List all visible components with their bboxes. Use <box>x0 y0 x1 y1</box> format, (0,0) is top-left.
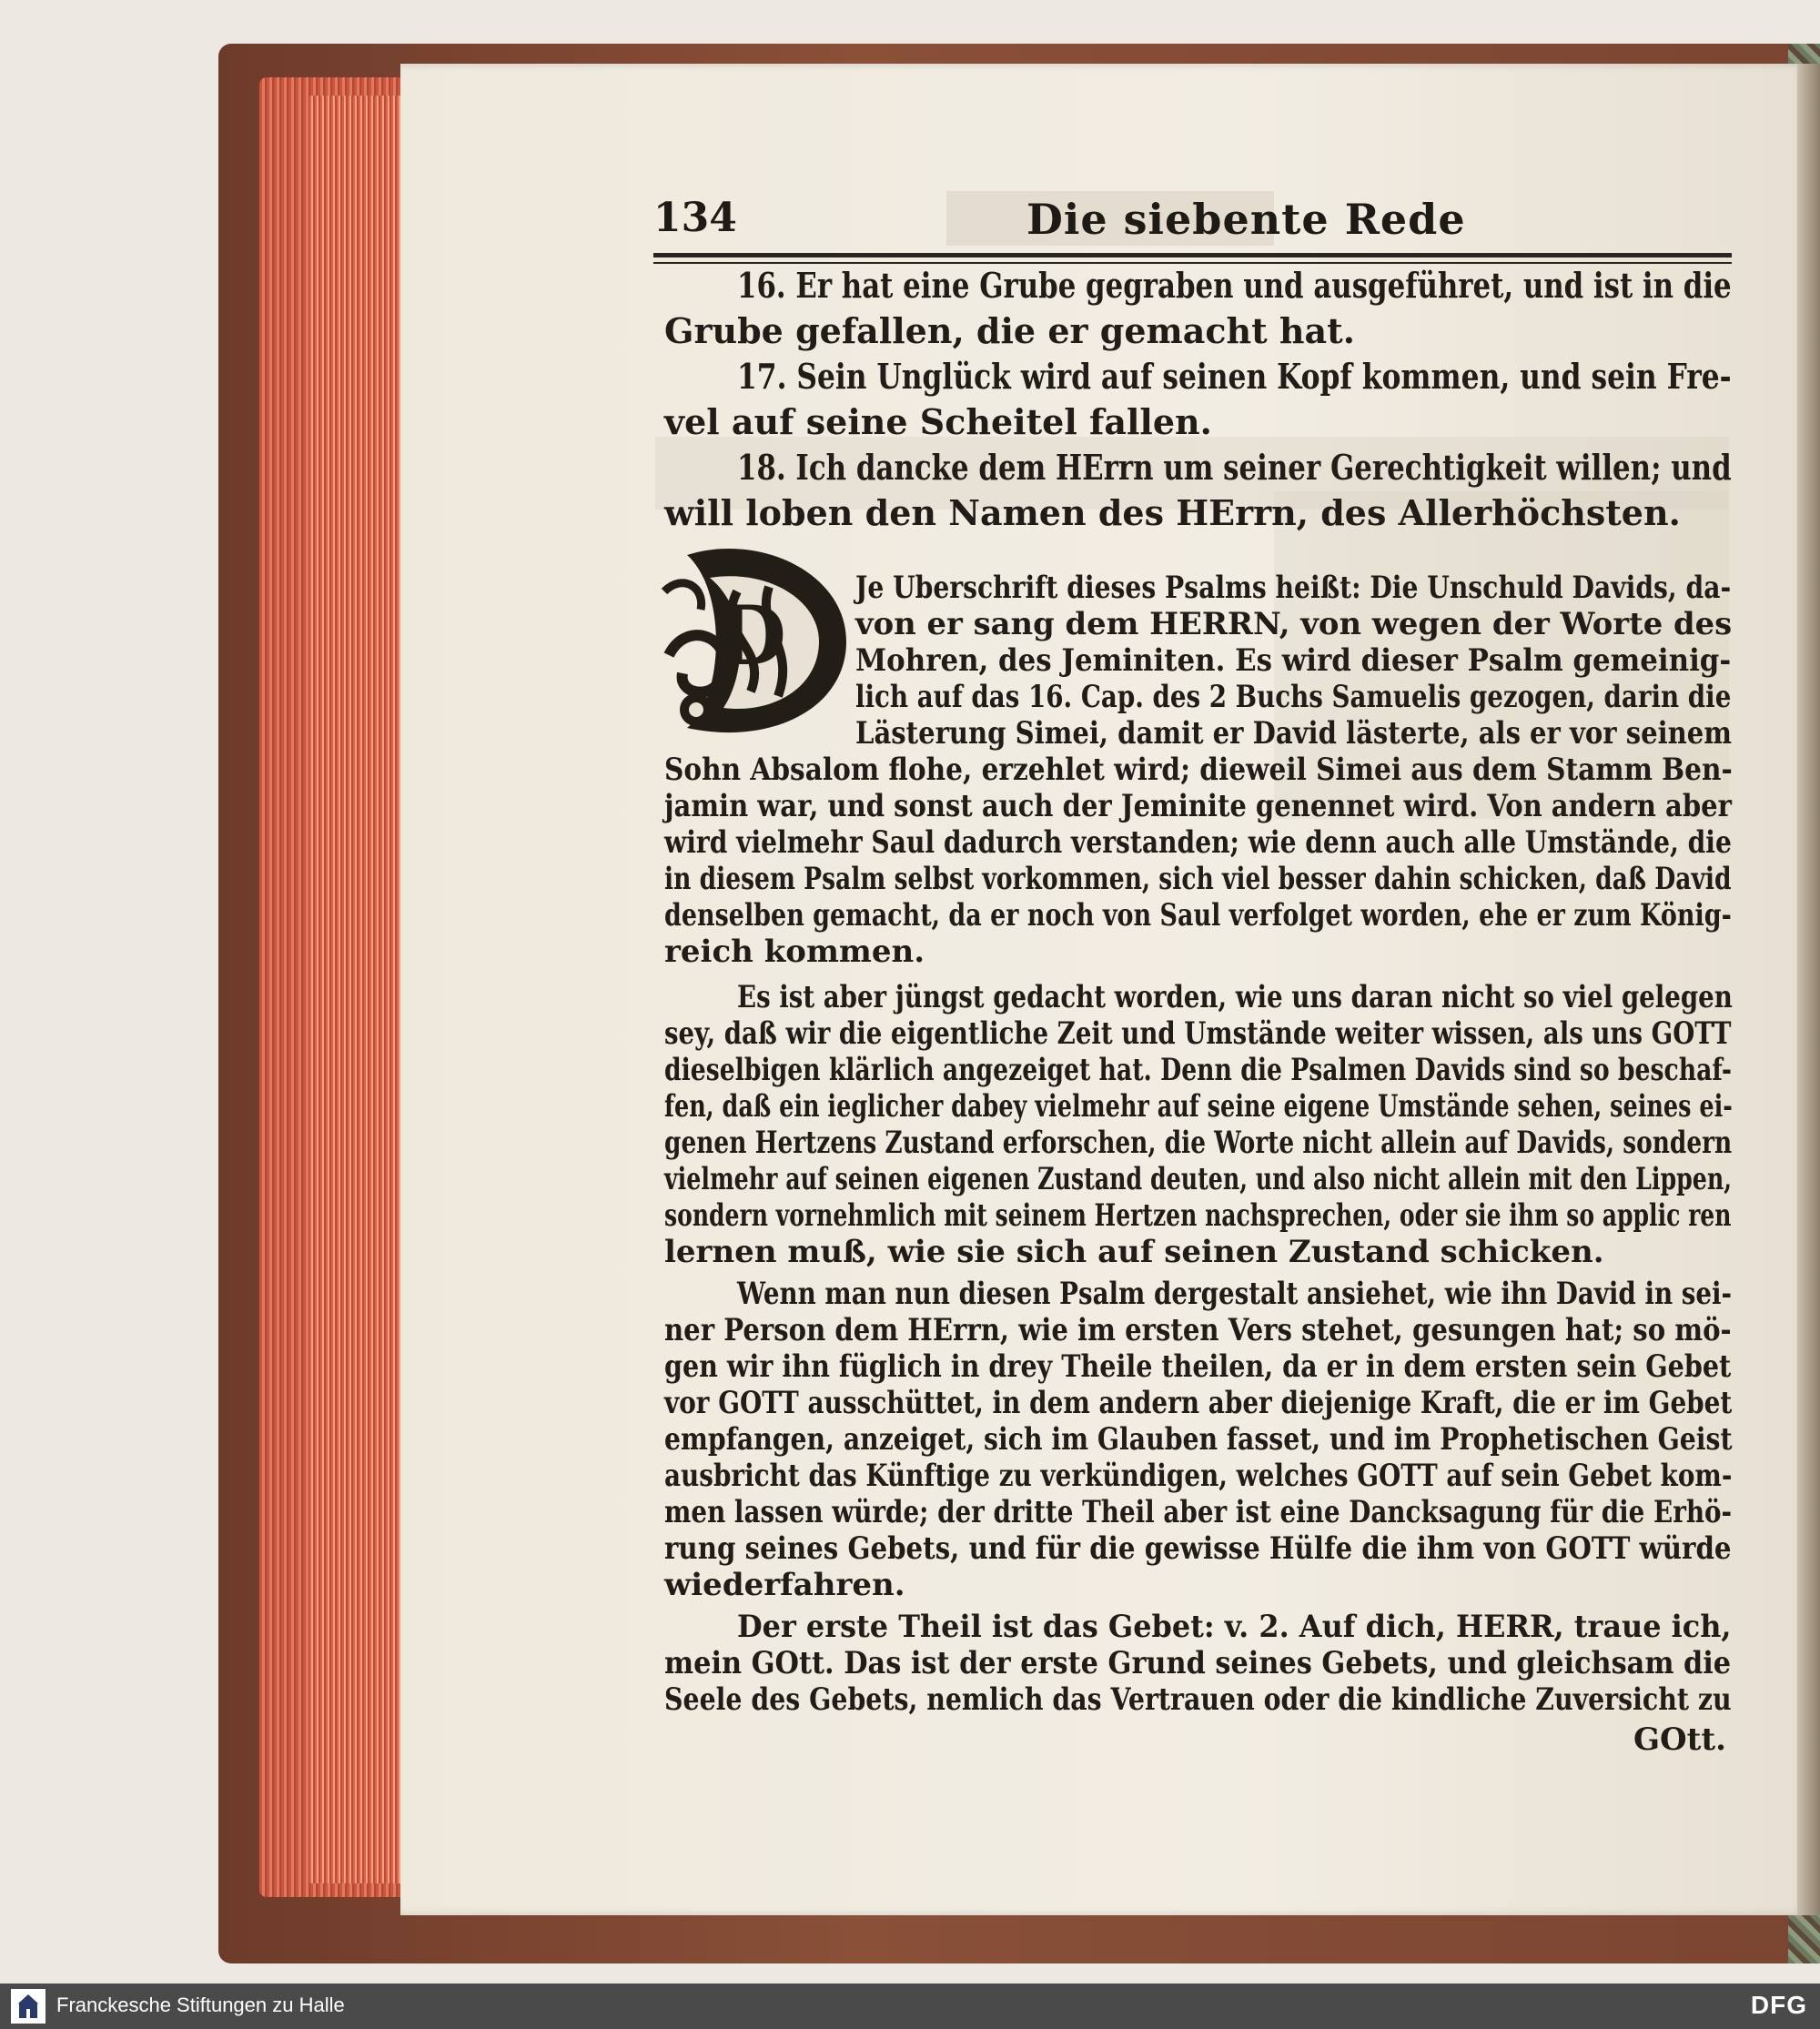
body-line: ausbricht das Künftige zu verkündigen, welches GOTT auf sein Gebet kom- <box>664 1458 1733 1494</box>
body-line: ner Person dem HErrn, wie im ersten Vers stehet, gesungen hat; so mö- <box>664 1312 1732 1348</box>
dropcap-letter: D <box>714 588 787 684</box>
page-number: 134 <box>653 195 737 241</box>
page-gutter <box>1797 64 1820 1915</box>
body-line: jamin war, und sonst auch der Jeminite genennet wird. Von andern aber <box>664 788 1732 824</box>
institution-name: Franckesche Stiftungen zu Halle <box>56 1994 345 2016</box>
body-line: in diesem Psalm selbst vorkommen, sich viel besser dahin schicken, daß David <box>664 861 1732 897</box>
body-line: reich kommen. <box>664 934 925 970</box>
body-line: Seele des Gebets, nemlich das Vertrauen oder die kindliche Zuversicht zu <box>664 1681 1732 1718</box>
body-line: dieselbigen klärlich angezeiget hat. Denn die Psalmen Davids sind so beschaf- <box>664 1052 1732 1088</box>
body-line: Wenn man nun diesen Psalm dergestalt ansiehet, wie ihn David in sei- <box>737 1276 1733 1312</box>
body-line: men lassen würde; der dritte Theil aber ist eine Dancksagung für die Erhö- <box>664 1494 1733 1530</box>
body-line: Mohren, des Jeminiten. Es wird dieser Psalm gemeinig- <box>855 642 1732 679</box>
verse-line: Grube gefallen, die er gemacht hat. <box>664 310 1355 351</box>
body-line: mein GOtt. Das ist der erste Grund seines Gebets, und gleichsam die <box>664 1645 1732 1681</box>
body-line: vor GOTT ausschüttet, in dem andern aber diejenige Kraft, die er im Gebet <box>664 1385 1733 1421</box>
body-line: vielmehr auf seinen eigenen Zustand deuten, und also nicht allein mit den Lippen, <box>664 1161 1733 1197</box>
verse-line: will loben den Namen des HErrn, des Allerhöchsten. <box>664 492 1681 533</box>
body-line: denselben gemacht, da er noch von Saul verfolget worden, ehe er zum König- <box>664 897 1732 934</box>
header-rule-thin <box>653 262 1732 264</box>
institution-logo <box>11 1989 46 2024</box>
verse-line: 16. Er hat eine Grube gegraben und ausgeführet, und ist in die <box>737 265 1732 306</box>
body-line: Sohn Absalom flohe, erzehlet wird; dieweil Simei aus dem Stamm Ben- <box>664 752 1733 788</box>
body-line: von er sang dem HERRN, von wegen der Worte des <box>855 606 1733 642</box>
body-line: lernen muß, wie sie sich auf seinen Zustand schicken. <box>664 1234 1604 1270</box>
body-line: Je Uberschrift dieses Psalms heißt: Die Unschuld Davids, da- <box>855 570 1732 606</box>
body-line: sondern vornehmlich mit seinem Hertzen nachsprechen, oder sie ihm so applic ren <box>664 1197 1732 1234</box>
body-line: rung seines Gebets, und für die gewisse Hülfe die ihm von GOTT würde <box>664 1530 1732 1567</box>
running-head <box>653 195 1732 249</box>
page-edges-inner <box>309 96 410 1883</box>
body-line: Es ist aber jüngst gedacht worden, wie uns daran nicht so viel gelegen <box>737 979 1733 1015</box>
body-line: wird vielmehr Saul dadurch verstanden; wie denn auch alle Umstände, die <box>664 824 1732 861</box>
body-line: lich auf das 16. Cap. des 2 Buchs Samuelis gezogen, darin die <box>855 679 1732 715</box>
building-icon <box>16 1993 40 2020</box>
body-line: genen Hertzens Zustand erforschen, die Worte nicht allein auf Davids, sondern <box>664 1125 1733 1161</box>
body-line: Lästerung Simei, damit er David lästerte, als er vor seinem <box>855 715 1733 752</box>
body-line: fen, daß ein ieglicher dabey vielmehr auf seine eigene Umstände sehen, seines ei- <box>664 1088 1733 1125</box>
body-line: empfangen, anzeiget, sich im Glauben fasset, und im Prophetischen Geist <box>664 1421 1733 1458</box>
header-rule <box>653 253 1732 257</box>
dfg-logo: DFG <box>1750 1991 1807 2019</box>
decorative-initial-d <box>660 537 855 742</box>
verse-line: 17. Sein Unglück wird auf seinen Kopf kommen, und sein Fre- <box>737 356 1732 397</box>
body-line: sey, daß wir die eigentliche Zeit und Umstände weiter wissen, als uns GOTT <box>664 1015 1732 1052</box>
verse-line: vel auf seine Scheitel fallen. <box>664 401 1212 442</box>
catchword: GOtt. <box>1633 1721 1726 1758</box>
running-title: Die siebente Rede <box>1026 195 1466 244</box>
viewer-footer <box>0 1984 1820 2029</box>
body-line: gen wir ihn füglich in drey Theile theilen, da er in dem ersten sein Gebet <box>664 1348 1732 1385</box>
verse-line: 18. Ich dancke dem HErrn um seiner Gerechtigkeit willen; und <box>737 447 1732 488</box>
body-line: wiederfahren. <box>664 1567 905 1603</box>
body-line: Der erste Theil ist das Gebet: v. 2. Auf dich, HERR, traue ich, <box>737 1609 1732 1645</box>
